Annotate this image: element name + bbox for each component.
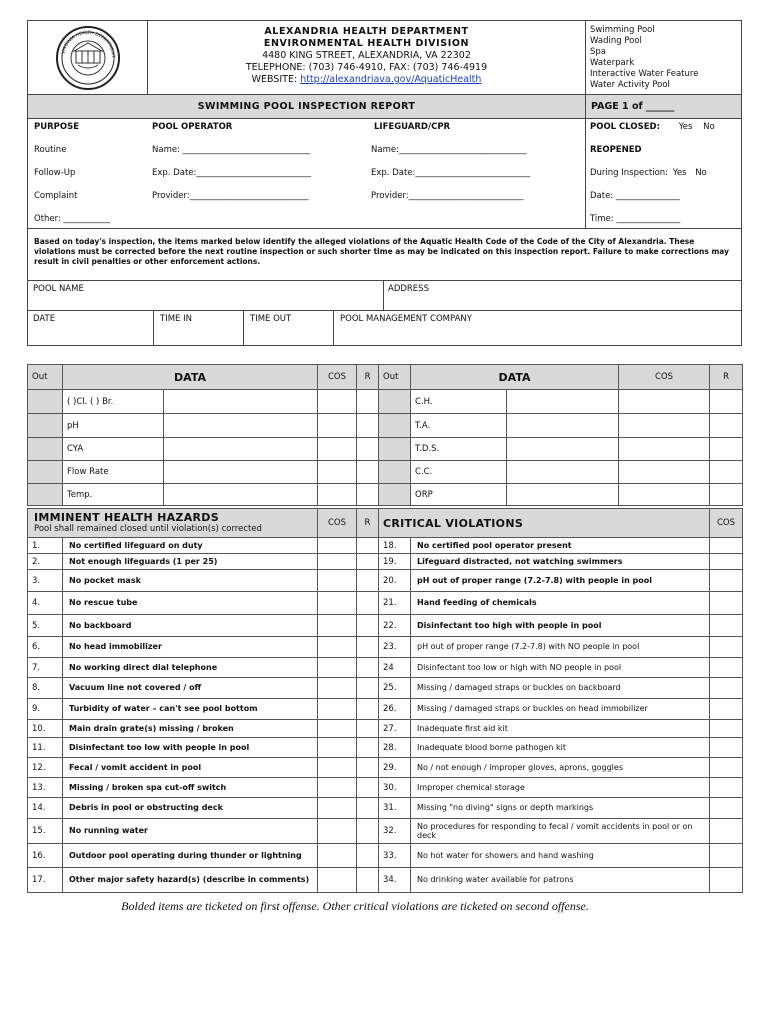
health-department-seal-icon bbox=[28, 21, 148, 94]
r-cell[interactable] bbox=[710, 438, 743, 461]
out-cell[interactable] bbox=[28, 461, 63, 484]
r-cell[interactable] bbox=[357, 778, 379, 798]
col-cos: COS bbox=[619, 365, 710, 390]
lifeguard-name-field[interactable]: Name:______________________________ bbox=[371, 145, 527, 155]
out-cell[interactable] bbox=[379, 390, 411, 414]
r-cell[interactable] bbox=[357, 758, 379, 778]
r-cell[interactable] bbox=[357, 738, 379, 758]
visit-info-row bbox=[27, 311, 742, 346]
report-title-bar bbox=[27, 95, 742, 119]
imminent-text: Vacuum line not covered / off bbox=[63, 678, 318, 699]
data-label: ORP bbox=[411, 484, 507, 506]
r-cell[interactable] bbox=[357, 868, 379, 893]
cos-cell[interactable] bbox=[619, 438, 710, 461]
imminent-number: 8. bbox=[28, 678, 63, 699]
address-label: ADDRESS bbox=[388, 284, 429, 294]
col-cos: COS bbox=[318, 509, 357, 538]
violation-row bbox=[28, 615, 743, 637]
r-cell[interactable] bbox=[357, 570, 379, 592]
cos-cell[interactable] bbox=[710, 798, 743, 819]
purpose-complaint[interactable]: Complaint bbox=[34, 191, 78, 201]
col-data: DATA bbox=[63, 365, 318, 390]
data-label: ( )Cl. ( ) Br. bbox=[63, 390, 164, 414]
mgmt-company-label: POOL MANAGEMENT COMPANY bbox=[340, 314, 472, 324]
data-value-cell[interactable] bbox=[164, 461, 318, 484]
data-label: C.C. bbox=[411, 461, 507, 484]
data-label: C.H. bbox=[411, 390, 507, 414]
cos-cell[interactable] bbox=[318, 758, 357, 778]
imminent-header-cell bbox=[28, 509, 318, 538]
data-value-cell[interactable] bbox=[507, 438, 619, 461]
seal-cell bbox=[28, 21, 148, 94]
purpose-other[interactable]: Other: ___________ bbox=[34, 214, 111, 224]
imminent-text: Missing / broken spa cut-off switch bbox=[63, 778, 318, 798]
during-inspection-no[interactable]: No bbox=[695, 168, 707, 178]
cos-cell[interactable] bbox=[318, 658, 357, 678]
r-cell[interactable] bbox=[710, 390, 743, 414]
critical-text: No hot water for showers and hand washing bbox=[411, 844, 710, 868]
critical-number: 23. bbox=[379, 637, 411, 658]
address-field[interactable] bbox=[383, 281, 742, 310]
critical-text: Improper chemical storage bbox=[411, 778, 710, 798]
imminent-text: No rescue tube bbox=[63, 592, 318, 615]
imminent-number: 7. bbox=[28, 658, 63, 678]
critical-text: pH out of proper range (7.2-7.8) with people in pool bbox=[411, 570, 710, 592]
during-inspection-label: During Inspection: bbox=[590, 168, 669, 178]
facility-type: Waterpark bbox=[590, 58, 635, 68]
violation-row bbox=[28, 538, 743, 554]
data-row bbox=[28, 438, 743, 461]
out-cell[interactable] bbox=[28, 438, 63, 461]
r-cell[interactable] bbox=[357, 678, 379, 699]
cos-cell[interactable] bbox=[710, 637, 743, 658]
violation-row bbox=[28, 592, 743, 615]
r-cell[interactable] bbox=[357, 658, 379, 678]
critical-number: 24 bbox=[379, 658, 411, 678]
imminent-number: 6. bbox=[28, 637, 63, 658]
agency-address: 4480 KING STREET, ALEXANDRIA, VA 22302 bbox=[262, 50, 471, 61]
critical-text: Inadequate first aid kit bbox=[411, 720, 710, 738]
facility-type: Wading Pool bbox=[590, 36, 642, 46]
data-row bbox=[28, 414, 743, 438]
critical-text: Missing / damaged straps or buckles on backboard bbox=[411, 678, 710, 699]
violation-row bbox=[28, 758, 743, 778]
cos-cell[interactable] bbox=[318, 778, 357, 798]
imminent-number: 13. bbox=[28, 778, 63, 798]
violation-row bbox=[28, 868, 743, 893]
pool-name-field[interactable]: POOL NAME bbox=[33, 284, 84, 294]
data-row bbox=[28, 484, 743, 506]
col-out: Out bbox=[28, 365, 63, 390]
r-cell[interactable] bbox=[357, 414, 379, 438]
website-label: WEBSITE: bbox=[251, 74, 298, 85]
pool-closed-row bbox=[590, 122, 743, 132]
data-value-cell[interactable] bbox=[507, 390, 619, 414]
r-cell[interactable] bbox=[357, 844, 379, 868]
cos-cell[interactable] bbox=[710, 778, 743, 798]
agency-website bbox=[148, 74, 585, 86]
cos-cell[interactable] bbox=[710, 592, 743, 615]
cos-cell[interactable] bbox=[318, 798, 357, 819]
violations-table bbox=[27, 508, 743, 893]
violations-header bbox=[28, 509, 743, 538]
critical-heading: CRITICAL VIOLATIONS bbox=[379, 509, 710, 538]
imminent-text: No running water bbox=[63, 819, 318, 844]
critical-number: 30. bbox=[379, 778, 411, 798]
col-cos: COS bbox=[710, 509, 743, 538]
critical-text: pH out of proper range (7.2-7.8) with NO people in pool bbox=[411, 637, 710, 658]
critical-number: 32. bbox=[379, 819, 411, 844]
header-block bbox=[27, 20, 742, 95]
cos-cell[interactable] bbox=[318, 414, 357, 438]
cos-cell[interactable] bbox=[710, 844, 743, 868]
critical-text: No drinking water available for patrons bbox=[411, 868, 710, 893]
cos-cell[interactable] bbox=[619, 414, 710, 438]
reopen-date-field[interactable]: Date: _______________ bbox=[590, 191, 680, 201]
imminent-text: No pocket mask bbox=[63, 570, 318, 592]
violation-row bbox=[28, 738, 743, 758]
facility-type: Interactive Water Feature bbox=[590, 69, 699, 79]
r-cell[interactable] bbox=[357, 798, 379, 819]
lifeguard-exp-field[interactable]: Exp. Date:___________________________ bbox=[371, 168, 531, 178]
imminent-number: 11. bbox=[28, 738, 63, 758]
cos-cell[interactable] bbox=[710, 554, 743, 570]
col-r: R bbox=[710, 365, 743, 390]
r-cell[interactable] bbox=[357, 592, 379, 615]
time-out-label: TIME OUT bbox=[250, 314, 292, 324]
violation-row bbox=[28, 720, 743, 738]
cos-cell[interactable] bbox=[318, 461, 357, 484]
critical-text: Disinfectant too high with people in pool bbox=[411, 615, 710, 637]
r-cell[interactable] bbox=[357, 819, 379, 844]
cos-cell[interactable] bbox=[318, 438, 357, 461]
reopen-time-field[interactable]: Time: _______________ bbox=[590, 214, 681, 224]
imminent-text: No working direct dial telephone bbox=[63, 658, 318, 678]
violation-row bbox=[28, 554, 743, 570]
dept-name: ALEXANDRIA HEALTH DEPARTMENT bbox=[264, 26, 469, 37]
r-cell[interactable] bbox=[357, 438, 379, 461]
critical-text: No procedures for responding to fecal / vomit accidents in pool or on deck bbox=[411, 819, 710, 844]
operator-provider-field[interactable]: Provider:____________________________ bbox=[152, 191, 309, 201]
cos-cell[interactable] bbox=[318, 720, 357, 738]
pool-info-row bbox=[27, 281, 742, 311]
violation-row bbox=[28, 678, 743, 699]
operator-name-field[interactable]: Name: ______________________________ bbox=[152, 145, 311, 155]
page-indicator: PAGE 1 of ______ bbox=[585, 95, 743, 118]
imminent-number: 1. bbox=[28, 538, 63, 554]
r-cell[interactable] bbox=[357, 484, 379, 506]
data-label: pH bbox=[63, 414, 164, 438]
imminent-text: Not enough lifeguards (1 per 25) bbox=[63, 554, 318, 570]
r-cell[interactable] bbox=[357, 390, 379, 414]
r-cell[interactable] bbox=[357, 637, 379, 658]
cos-cell[interactable] bbox=[710, 868, 743, 893]
out-cell[interactable] bbox=[379, 484, 411, 506]
operator-exp-field[interactable]: Exp. Date:___________________________ bbox=[152, 168, 312, 178]
operator-heading: POOL OPERATOR bbox=[152, 122, 233, 132]
cos-cell[interactable] bbox=[710, 678, 743, 699]
cos-cell[interactable] bbox=[710, 720, 743, 738]
violation-row bbox=[28, 778, 743, 798]
pool-closed-yes[interactable]: Yes bbox=[678, 122, 693, 132]
cos-cell[interactable] bbox=[318, 868, 357, 893]
critical-text: Missing "no diving" signs or depth markings bbox=[411, 798, 710, 819]
out-cell[interactable] bbox=[379, 461, 411, 484]
time-in-label: TIME IN bbox=[160, 314, 192, 324]
agency-info bbox=[148, 26, 585, 86]
r-cell[interactable] bbox=[357, 538, 379, 554]
facility-type: Spa bbox=[590, 47, 606, 57]
cos-cell[interactable] bbox=[318, 570, 357, 592]
data-value-cell[interactable] bbox=[507, 414, 619, 438]
cos-cell[interactable] bbox=[318, 554, 357, 570]
data-table-header bbox=[28, 365, 743, 390]
violation-row bbox=[28, 699, 743, 720]
data-row bbox=[28, 390, 743, 414]
critical-number: 22. bbox=[379, 615, 411, 637]
imminent-number: 3. bbox=[28, 570, 63, 592]
violation-row bbox=[28, 844, 743, 868]
imminent-subheading: Pool shall remained closed until violation(s) corrected bbox=[34, 524, 262, 534]
critical-text: Missing / damaged straps or buckles on head immobilizer bbox=[411, 699, 710, 720]
cos-cell[interactable] bbox=[318, 819, 357, 844]
cos-cell[interactable] bbox=[710, 615, 743, 637]
out-cell[interactable] bbox=[28, 484, 63, 506]
col-r: R bbox=[357, 509, 379, 538]
imminent-text: No backboard bbox=[63, 615, 318, 637]
cos-cell[interactable] bbox=[318, 678, 357, 699]
cos-cell[interactable] bbox=[710, 570, 743, 592]
imminent-heading: IMMINENT HEALTH HAZARDS bbox=[34, 511, 219, 524]
r-cell[interactable] bbox=[357, 554, 379, 570]
imminent-text: Outdoor pool operating during thunder or lightning bbox=[63, 844, 318, 868]
facility-types bbox=[585, 21, 743, 94]
out-cell[interactable] bbox=[379, 414, 411, 438]
cos-cell[interactable] bbox=[318, 699, 357, 720]
r-cell[interactable] bbox=[710, 461, 743, 484]
notice-text: Based on today's inspection, the items marked below identify the alleged violations of the Aquatic Health Code of the Code of the City of Alexandria. These violations must be corrected before the next routine inspection or such shorter time as may be indicated on this inspection report. Failure to make corrections may result in civil penalties or other enforcement actions. bbox=[34, 237, 729, 266]
imminent-text: Disinfectant too low with people in pool bbox=[63, 738, 318, 758]
footer-note: Bolded items are ticketed on first offense. Other critical violations are ticketed on second offense. bbox=[121, 899, 589, 913]
out-cell[interactable] bbox=[28, 414, 63, 438]
imminent-number: 10. bbox=[28, 720, 63, 738]
cos-cell[interactable] bbox=[318, 538, 357, 554]
facility-type: Water Activity Pool bbox=[590, 80, 670, 90]
cos-cell[interactable] bbox=[318, 484, 357, 506]
operator-column bbox=[148, 119, 368, 228]
imminent-text: Other major safety hazard(s) (describe in comments) bbox=[63, 868, 318, 893]
violation-row bbox=[28, 819, 743, 844]
lifeguard-heading: LIFEGUARD/CPR bbox=[374, 122, 451, 132]
critical-text: Hand feeding of chemicals bbox=[411, 592, 710, 615]
purpose-column bbox=[28, 119, 148, 228]
cos-cell[interactable] bbox=[318, 844, 357, 868]
critical-number: 33. bbox=[379, 844, 411, 868]
agency-phone: TELEPHONE: (703) 746-4910, FAX: (703) 746-4919 bbox=[245, 62, 488, 73]
imminent-text: No head immobilizer bbox=[63, 637, 318, 658]
out-cell[interactable] bbox=[379, 438, 411, 461]
data-value-cell[interactable] bbox=[507, 461, 619, 484]
data-label: CYA bbox=[63, 438, 164, 461]
out-cell[interactable] bbox=[28, 390, 63, 414]
col-data: DATA bbox=[411, 365, 619, 390]
cos-cell[interactable] bbox=[619, 484, 710, 506]
col-out: Out bbox=[379, 365, 411, 390]
col-cos: COS bbox=[318, 365, 357, 390]
report-title: SWIMMING POOL INSPECTION REPORT bbox=[197, 101, 416, 112]
data-value-cell[interactable] bbox=[164, 414, 318, 438]
critical-number: 29. bbox=[379, 758, 411, 778]
imminent-text: Main drain grate(s) missing / broken bbox=[63, 720, 318, 738]
critical-number: 20. bbox=[379, 570, 411, 592]
critical-text: Lifeguard distracted, not watching swimmers bbox=[411, 554, 710, 570]
cos-cell[interactable] bbox=[710, 758, 743, 778]
purpose-follow-up[interactable]: Follow-Up bbox=[34, 168, 76, 178]
data-label: T.D.S. bbox=[411, 438, 507, 461]
critical-number: 26. bbox=[379, 699, 411, 720]
reopened-label: REOPENED bbox=[590, 145, 642, 155]
cos-cell[interactable] bbox=[318, 637, 357, 658]
lifeguard-provider-field[interactable]: Provider:___________________________ bbox=[371, 191, 524, 201]
data-label: Temp. bbox=[63, 484, 164, 506]
closure-column bbox=[585, 119, 743, 228]
cos-cell[interactable] bbox=[619, 390, 710, 414]
data-value-cell[interactable] bbox=[507, 484, 619, 506]
imminent-number: 9. bbox=[28, 699, 63, 720]
r-cell[interactable] bbox=[710, 484, 743, 506]
during-inspection-yes[interactable]: Yes bbox=[672, 168, 687, 178]
cos-cell[interactable] bbox=[318, 390, 357, 414]
imminent-number: 14. bbox=[28, 798, 63, 819]
critical-number: 28. bbox=[379, 738, 411, 758]
data-table bbox=[27, 364, 743, 506]
purpose-routine[interactable]: Routine bbox=[34, 145, 67, 155]
mgmt-company-field[interactable] bbox=[333, 311, 742, 345]
r-cell[interactable] bbox=[357, 615, 379, 637]
critical-number: 27. bbox=[379, 720, 411, 738]
critical-text: Disinfectant too low or high with NO people in pool bbox=[411, 658, 710, 678]
data-value-cell[interactable] bbox=[164, 390, 318, 414]
critical-number: 19. bbox=[379, 554, 411, 570]
critical-text: Inadequate blood borne pathogen kit bbox=[411, 738, 710, 758]
cos-cell[interactable] bbox=[318, 592, 357, 615]
imminent-text: Debris in pool or obstructing deck bbox=[63, 798, 318, 819]
critical-number: 25. bbox=[379, 678, 411, 699]
violation-row bbox=[28, 658, 743, 678]
r-cell[interactable] bbox=[357, 720, 379, 738]
col-r: R bbox=[357, 365, 379, 390]
r-cell[interactable] bbox=[710, 414, 743, 438]
cos-cell[interactable] bbox=[710, 538, 743, 554]
cos-cell[interactable] bbox=[318, 738, 357, 758]
inspection-details bbox=[27, 119, 742, 229]
svg-text:VIRGINIA HEALTH DEPARTMENT: VIRGINIA HEALTH DEPARTMENT bbox=[61, 30, 116, 58]
pool-closed-no[interactable]: No bbox=[703, 122, 715, 132]
data-value-cell[interactable] bbox=[164, 484, 318, 506]
data-label: T.A. bbox=[411, 414, 507, 438]
imminent-text: No certified lifeguard on duty bbox=[63, 538, 318, 554]
cos-cell[interactable] bbox=[710, 658, 743, 678]
critical-number: 34. bbox=[379, 868, 411, 893]
imminent-number: 12. bbox=[28, 758, 63, 778]
lifeguard-column bbox=[368, 119, 585, 228]
critical-number: 21. bbox=[379, 592, 411, 615]
critical-number: 31. bbox=[379, 798, 411, 819]
violation-row bbox=[28, 570, 743, 592]
critical-number: 18. bbox=[379, 538, 411, 554]
data-label: Flow Rate bbox=[63, 461, 164, 484]
pool-closed-label: POOL CLOSED: bbox=[590, 122, 661, 132]
division-name: ENVIRONMENTAL HEALTH DIVISION bbox=[263, 38, 470, 49]
imminent-number: 5. bbox=[28, 615, 63, 637]
imminent-text: Fecal / vomit accident in pool bbox=[63, 758, 318, 778]
imminent-number: 2. bbox=[28, 554, 63, 570]
violation-row bbox=[28, 798, 743, 819]
cos-cell[interactable] bbox=[318, 615, 357, 637]
imminent-number: 16. bbox=[28, 844, 63, 868]
imminent-text: Turbidity of water – can't see pool bottom bbox=[63, 699, 318, 720]
cos-cell[interactable] bbox=[710, 819, 743, 844]
cos-cell[interactable] bbox=[710, 699, 743, 720]
data-row bbox=[28, 461, 743, 484]
date-field[interactable]: DATE bbox=[33, 314, 56, 324]
time-out-field[interactable] bbox=[243, 311, 333, 345]
cos-cell[interactable] bbox=[619, 461, 710, 484]
imminent-number: 17. bbox=[28, 868, 63, 893]
website-link[interactable]: http://alexandriava.gov/AquaticHealth bbox=[300, 74, 482, 85]
data-value-cell[interactable] bbox=[164, 438, 318, 461]
time-in-field[interactable] bbox=[153, 311, 243, 345]
r-cell[interactable] bbox=[357, 699, 379, 720]
during-inspection-row bbox=[590, 168, 743, 178]
violation-notice bbox=[27, 229, 742, 281]
violation-row bbox=[28, 637, 743, 658]
purpose-heading: PURPOSE bbox=[34, 122, 80, 132]
imminent-number: 15. bbox=[28, 819, 63, 844]
critical-text: No certified pool operator present bbox=[411, 538, 710, 554]
critical-text: No / not enough / improper gloves, aprons, goggles bbox=[411, 758, 710, 778]
imminent-number: 4. bbox=[28, 592, 63, 615]
facility-type: Swimming Pool bbox=[590, 25, 655, 35]
cos-cell[interactable] bbox=[710, 738, 743, 758]
r-cell[interactable] bbox=[357, 461, 379, 484]
